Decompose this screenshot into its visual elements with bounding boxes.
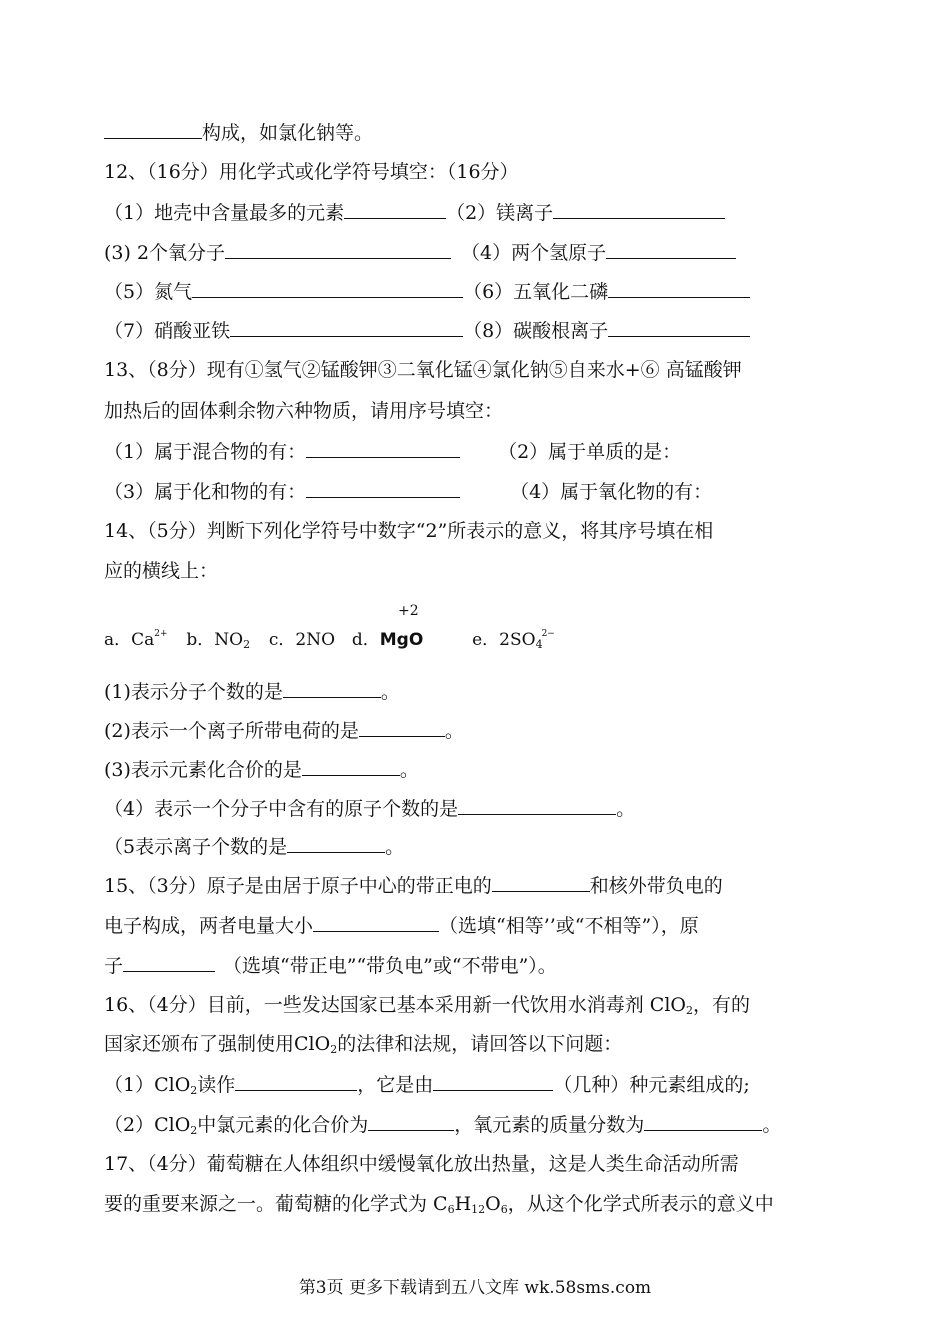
answer-blank[interactable] [230, 318, 463, 337]
question-15-line3: 子 （选填“带正电”“带负电”或“不带电”）。 [104, 955, 557, 977]
answer-blank[interactable] [368, 1112, 454, 1131]
line-continuation: 构成，如氯化钠等。 [104, 120, 373, 145]
question-17-line1: 17、（4分）葡萄糖在人体组织中缓慢氧化放出热量，这是人类生命活动所需 [104, 1153, 739, 1175]
question-12-row3: （5）氮气 （6）五氧化二磷 [104, 279, 750, 304]
formula-c: c．2NO [268, 630, 336, 650]
question-14-row1: (1)表示分子个数的是 。 [104, 681, 400, 703]
answer-blank[interactable] [458, 796, 616, 815]
question-15-line2: 电子构成，两者电量大小 （选填“相等’’或“不相等”），原 [104, 915, 699, 937]
question-13-row2: （3）属于化和物的有： （4）属于氧化物的有： [104, 481, 713, 503]
question-12-row1: （1）地壳中含量最多的元素 （2）镁离子 [104, 200, 725, 225]
formula-d: d．MgO [351, 630, 424, 650]
answer-blank[interactable] [104, 120, 202, 139]
question-16-line2: 国家还颁布了强制使用ClO$_2$的法律和法规，请回答以下问题： [104, 1033, 623, 1056]
answer-blank[interactable] [192, 279, 463, 298]
answer-blank[interactable] [123, 953, 215, 972]
question-12-title: 12、（16分）用化学式或化学符号填空：（16分） [104, 161, 519, 183]
valence-mark: +2 [398, 603, 419, 619]
formula-a: a．$Ca^{2+}$ [104, 629, 168, 650]
question-17-line2: 要的重要来源之一。葡萄糖的化学式为 $C_6H_{12}O_6$，从这个化学式所表示的意义中 [104, 1193, 774, 1216]
answer-blank[interactable] [433, 1072, 553, 1091]
question-14-title: 14、（5分）判断下列化学符号中数字“2”所表示的意义，将其序号填在相 [104, 520, 714, 542]
answer-blank[interactable] [492, 873, 590, 892]
answer-blank[interactable] [306, 439, 460, 458]
page-footer: 第3页 更多下载请到五八文库 wk.58sms.com [298, 1278, 652, 1298]
answer-blank[interactable] [287, 834, 385, 853]
question-16-row2: （2）ClO$_2$中氯元素的化合价为 ，氧元素的质量分数为 。 [104, 1114, 782, 1137]
question-16-row1: （1）ClO$_2$读作 ，它是由 （几种）种元素组成的; [104, 1074, 750, 1097]
answer-blank[interactable] [608, 279, 750, 298]
question-13-title-cont: 加热后的固体剩余物六种物质，请用序号填空： [104, 400, 504, 422]
question-15-line1: 15、（3分）原子是由居于原子中心的带正电的 和核外带负电的 [104, 875, 723, 897]
answer-blank[interactable] [302, 757, 400, 776]
answer-blank[interactable] [344, 200, 446, 219]
answer-blank[interactable] [359, 718, 445, 737]
question-13-title: 13、（8分）现有①氢气②锰酸钾③二氧化锰④氯化钠⑤自来水+⑥ 高锰酸钾 [104, 359, 742, 381]
formula-list [104, 622, 555, 657]
answer-blank[interactable] [225, 240, 451, 259]
answer-blank[interactable] [306, 479, 460, 498]
question-16-line1: 16、（4分）目前，一些发达国家已基本采用新一代饮用水消毒剂 ClO$_2$，有的 [104, 994, 751, 1017]
formula-e: e．$2SO_4^{2-}$ [472, 629, 555, 651]
answer-blank[interactable] [608, 318, 750, 337]
answer-blank[interactable] [235, 1072, 357, 1091]
question-12-row2: (3) 2个氧分子 （4）两个氢原子 [104, 240, 736, 265]
answer-blank[interactable] [313, 913, 439, 932]
answer-blank[interactable] [283, 679, 381, 698]
question-14-row3: (3)表示元素化合价的是 。 [104, 759, 419, 781]
answer-blank[interactable] [606, 240, 736, 259]
question-14-row5: （5表示离子个数的是 。 [104, 836, 405, 858]
formula-b: b．$NO_2$ [186, 630, 251, 651]
question-14-row4: （4）表示一个分子中含有的原子个数的是 。 [104, 798, 636, 820]
question-14-title-cont: 应的横线上： [104, 560, 219, 582]
answer-blank[interactable] [553, 200, 725, 219]
answer-blank[interactable] [644, 1112, 762, 1131]
question-14-row2: (2)表示一个离子所带电荷的是 。 [104, 720, 464, 742]
question-13-row1: （1）属于混合物的有： （2）属于单质的是： [104, 441, 682, 463]
question-12-row4: （7）硝酸亚铁 （8）碳酸根离子 [104, 318, 750, 343]
